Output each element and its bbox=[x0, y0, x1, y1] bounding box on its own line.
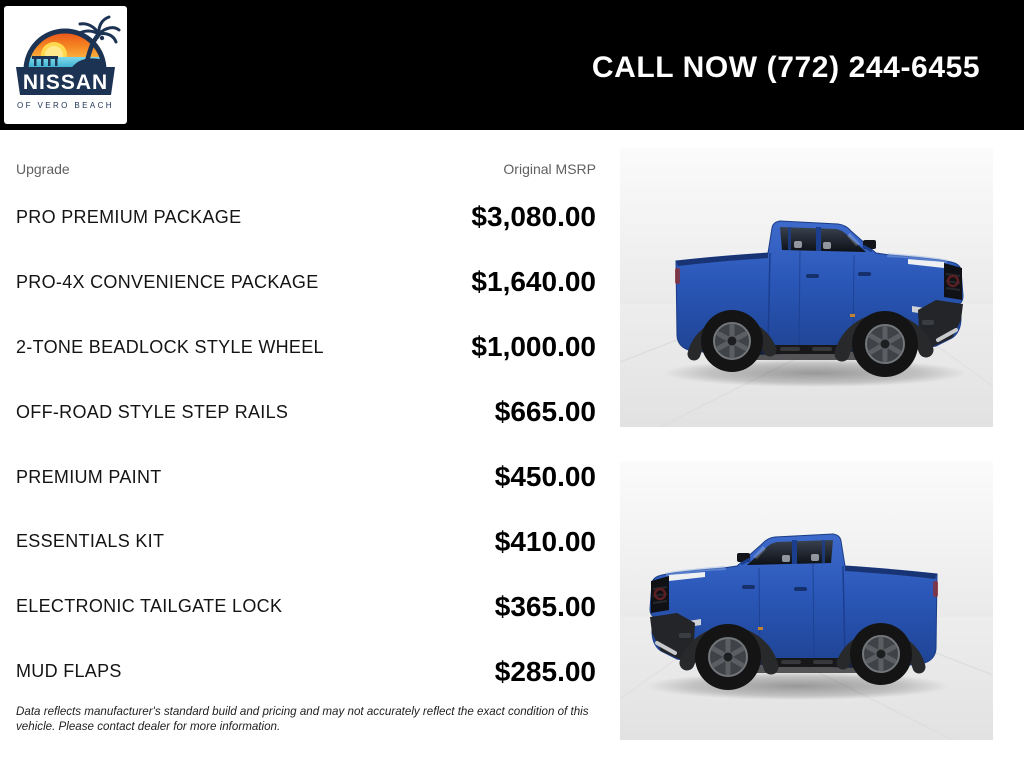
table-header bbox=[16, 161, 596, 177]
table-row bbox=[16, 445, 596, 510]
logo-brand-text: NISSAN bbox=[22, 71, 109, 94]
beach-sunset-logo-icon bbox=[4, 6, 127, 124]
vehicle-photo-top bbox=[620, 148, 993, 427]
table-row bbox=[16, 185, 596, 250]
table-row bbox=[16, 250, 596, 315]
upgrade-price: $410.00 bbox=[494, 525, 596, 557]
table-row bbox=[16, 639, 596, 704]
upgrade-price: $1,640.00 bbox=[471, 266, 596, 298]
upgrade-name: PREMIUM PAINT bbox=[16, 466, 162, 487]
upgrade-price: $285.00 bbox=[494, 655, 596, 687]
upgrade-price: $1,000.00 bbox=[471, 331, 596, 363]
upgrade-name: ESSENTIALS KIT bbox=[16, 531, 165, 552]
logo-sub-text: OF VERO BEACH bbox=[17, 101, 114, 110]
upgrade-name: MUD FLAPS bbox=[16, 661, 122, 682]
header-bar bbox=[0, 0, 1024, 130]
upgrade-name: OFF-ROAD STYLE STEP RAILS bbox=[16, 401, 289, 422]
nissan-vero-beach-logo[interactable] bbox=[4, 6, 127, 124]
column-header-msrp: Original MSRP bbox=[503, 161, 596, 177]
call-now-phone[interactable]: CALL NOW (772) 244-6455 bbox=[591, 51, 981, 84]
column-header-upgrade: Upgrade bbox=[16, 161, 70, 177]
upgrade-name: ELECTRONIC TAILGATE LOCK bbox=[16, 596, 283, 617]
upgrade-name: PRO PREMIUM PACKAGE bbox=[16, 206, 242, 227]
table-row bbox=[16, 574, 596, 639]
upgrade-price: $3,080.00 bbox=[471, 201, 596, 233]
upgrade-price: $665.00 bbox=[494, 396, 596, 428]
table-row bbox=[16, 509, 596, 574]
vehicle-photo-bottom bbox=[620, 461, 993, 740]
upgrade-price: $450.00 bbox=[494, 461, 596, 492]
table-row bbox=[16, 315, 596, 380]
disclaimer-text: Data reflects manufacturer's standard build and pricing and may not accurately reflect the exact condition of this vehicle. Please contact dealer for more information. bbox=[16, 705, 589, 734]
upgrade-name: 2-TONE BEADLOCK STYLE WHEEL bbox=[16, 336, 324, 357]
upgrade-price: $365.00 bbox=[494, 590, 596, 622]
upgrade-name: PRO-4X CONVENIENCE PACKAGE bbox=[16, 271, 319, 292]
upgrade-list bbox=[16, 185, 596, 704]
truck-front-right-illustration bbox=[620, 148, 993, 427]
truck-front-left-illustration bbox=[620, 461, 993, 740]
table-row bbox=[16, 380, 596, 445]
